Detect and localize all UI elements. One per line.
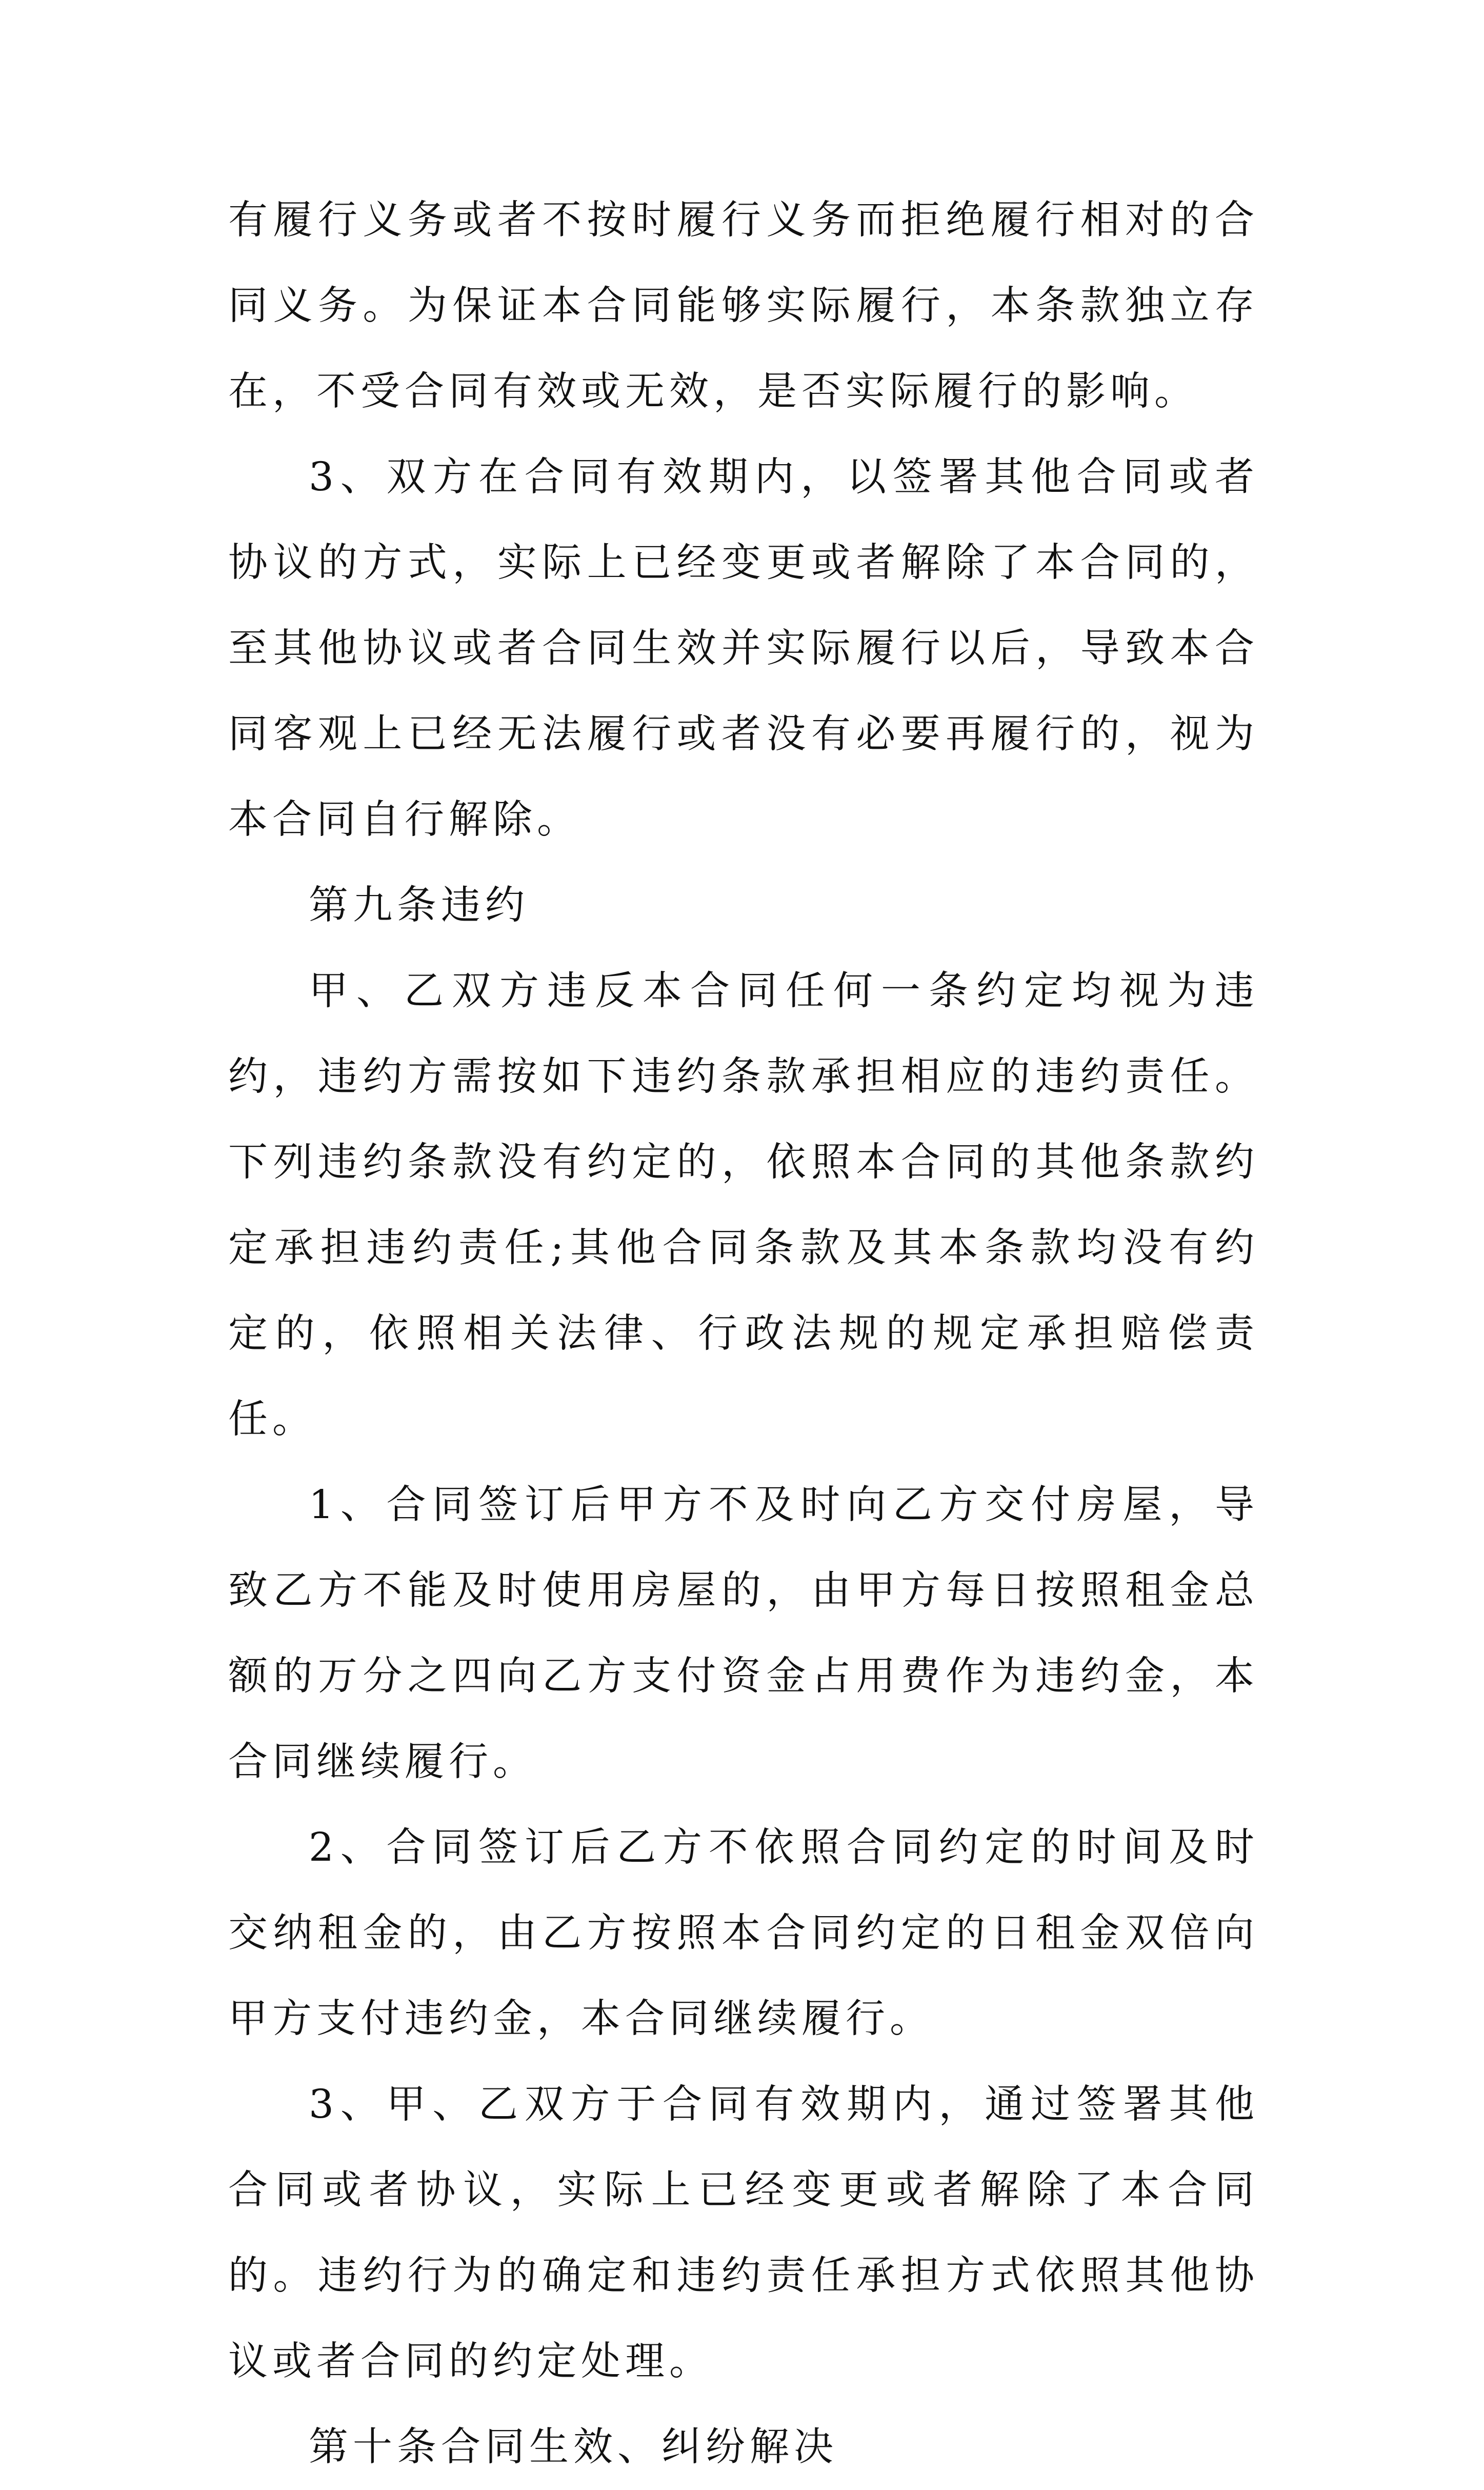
heading-article-9: 第九条违约 xyxy=(309,883,529,928)
paragraph-breach-3: 3、甲、乙双方于合同有效期内，通过签署其他合同或者协议，实际上已经变更或者解除了本合同的。违约行为的确定和违约责任承担方式依照其他协议或者合同的约定处理。 xyxy=(228,2082,1259,2384)
paragraph-breach-1: 1、合同签订后甲方不及时向乙方交付房屋，导致乙方不能及时使用房屋的，由甲方每日按照租金总额的万分之四向乙方支付资金占用费作为违约金，本合同继续履行。 xyxy=(228,1482,1259,1785)
paragraph-breach-intro: 甲、乙双方违反本合同任何一条约定均视为违约，违约方需按如下违约条款承担相应的违约责任。下列违约条款没有约定的，依照本合同的其他条款约定承担违约责任;其他合同条款及其本条款均没有约定的，依照相关法律、行政法规的规定承担赔偿责任。 xyxy=(228,968,1259,1442)
paragraph-breach-2: 2、合同签订后乙方不依照合同约定的时间及时交纳租金的，由乙方按照本合同约定的日租金双倍向甲方支付违约金，本合同继续履行。 xyxy=(228,1825,1259,2042)
heading-article-10: 第十条合同生效、纠纷解决 xyxy=(309,2424,838,2470)
paragraph-termination-3: 3、双方在合同有效期内，以签署其他合同或者协议的方式，实际上已经变更或者解除了本合同的，至其他协议或者合同生效并实际履行以后，导致本合同客观上已经无法履行或者没有必要再履行的，视为本合同自行解除。 xyxy=(228,454,1259,843)
paragraph-continued-obligation: 有履行义务或者不按时履行义务而拒绝履行相对的合同义务。为保证本合同能够实际履行，本条款独立存在，不受合同有效或无效，是否实际履行的影响。 xyxy=(228,197,1259,414)
contract-body xyxy=(228,177,1259,2490)
